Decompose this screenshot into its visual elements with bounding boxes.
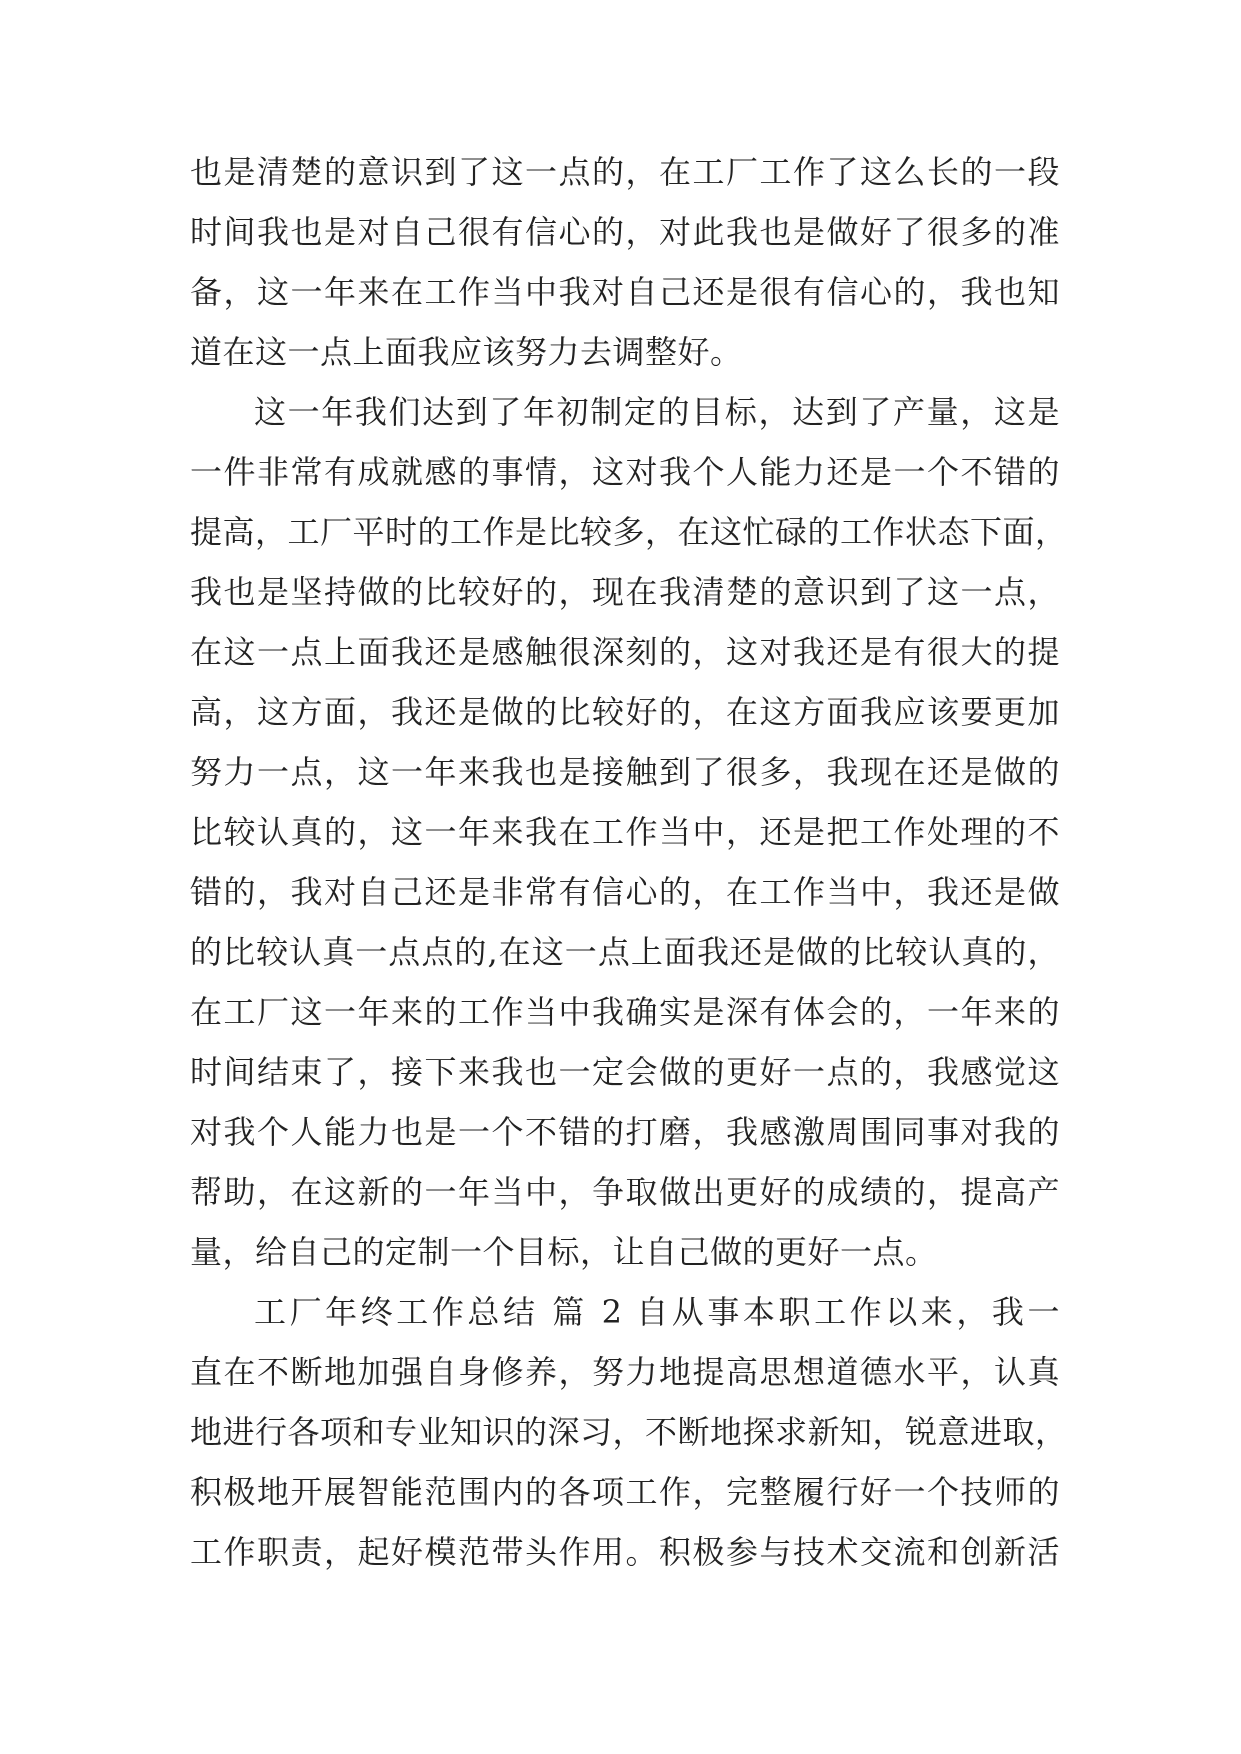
- text-line: 高，这方面，我还是做的比较好的，在这方面我应该要更加: [190, 693, 1060, 731]
- text-line: 这一年我们达到了年初制定的目标，达到了产量，这是: [254, 393, 1060, 431]
- text-line: 一件非常有成就感的事情，这对我个人能力还是一个不错的: [190, 453, 1060, 491]
- text-line: 帮助，在这新的一年当中，争取做出更好的成绩的，提高产: [190, 1173, 1060, 1211]
- text-line: 备，这一年来在工作当中我对自己还是很有信心的，我也知: [190, 273, 1060, 311]
- text-line: 地进行各项和专业知识的深习，不断地探求新知，锐意进取，: [190, 1413, 1068, 1451]
- text-line: 时间结束了，接下来我也一定会做的更好一点的，我感觉这: [190, 1053, 1060, 1091]
- text-line: 比较认真的，这一年来我在工作当中，还是把工作处理的不: [190, 813, 1060, 851]
- text-line: 提高，工厂平时的工作是比较多，在这忙碌的工作状态下面，: [190, 513, 1068, 551]
- body-text: [190, 142, 1068, 1582]
- text-line: 直在不断地加强自身修养，努力地提高思想道德水平，认真: [190, 1353, 1060, 1391]
- text-line: 时间我也是对自己很有信心的，对此我也是做好了很多的准: [190, 213, 1060, 251]
- text-line: 在工厂这一年来的工作当中我确实是深有体会的，一年来的: [190, 993, 1060, 1031]
- text-line: 量，给自己的定制一个目标，让自己做的更好一点。: [190, 1233, 938, 1271]
- text-line: 我也是坚持做的比较好的，现在我清楚的意识到了这一点，: [190, 573, 1060, 611]
- text-line: 工作职责，起好模范带头作用。积极参与技术交流和创新活: [190, 1533, 1060, 1571]
- text-line: 也是清楚的意识到了这一点的，在工厂工作了这么长的一段: [190, 153, 1060, 191]
- text-line: 工厂年终工作总结 篇 2 自从事本职工作以来，我一: [254, 1293, 1060, 1331]
- text-line: 积极地开展智能范围内的各项工作，完整履行好一个技师的: [190, 1473, 1060, 1511]
- text-line: 努力一点，这一年来我也是接触到了很多，我现在还是做的: [190, 753, 1060, 791]
- text-line: 对我个人能力也是一个不错的打磨，我感激周围同事对我的: [190, 1113, 1060, 1151]
- text-line: 的比较认真一点点的,在这一点上面我还是做的比较认真的，: [190, 933, 1060, 971]
- text-line: 错的，我对自己还是非常有信心的，在工作当中，我还是做: [190, 873, 1060, 911]
- text-line: 道在这一点上面我应该努力去调整好。: [190, 333, 743, 371]
- text-line: 在这一点上面我还是感触很深刻的，这对我还是有很大的提: [190, 633, 1060, 671]
